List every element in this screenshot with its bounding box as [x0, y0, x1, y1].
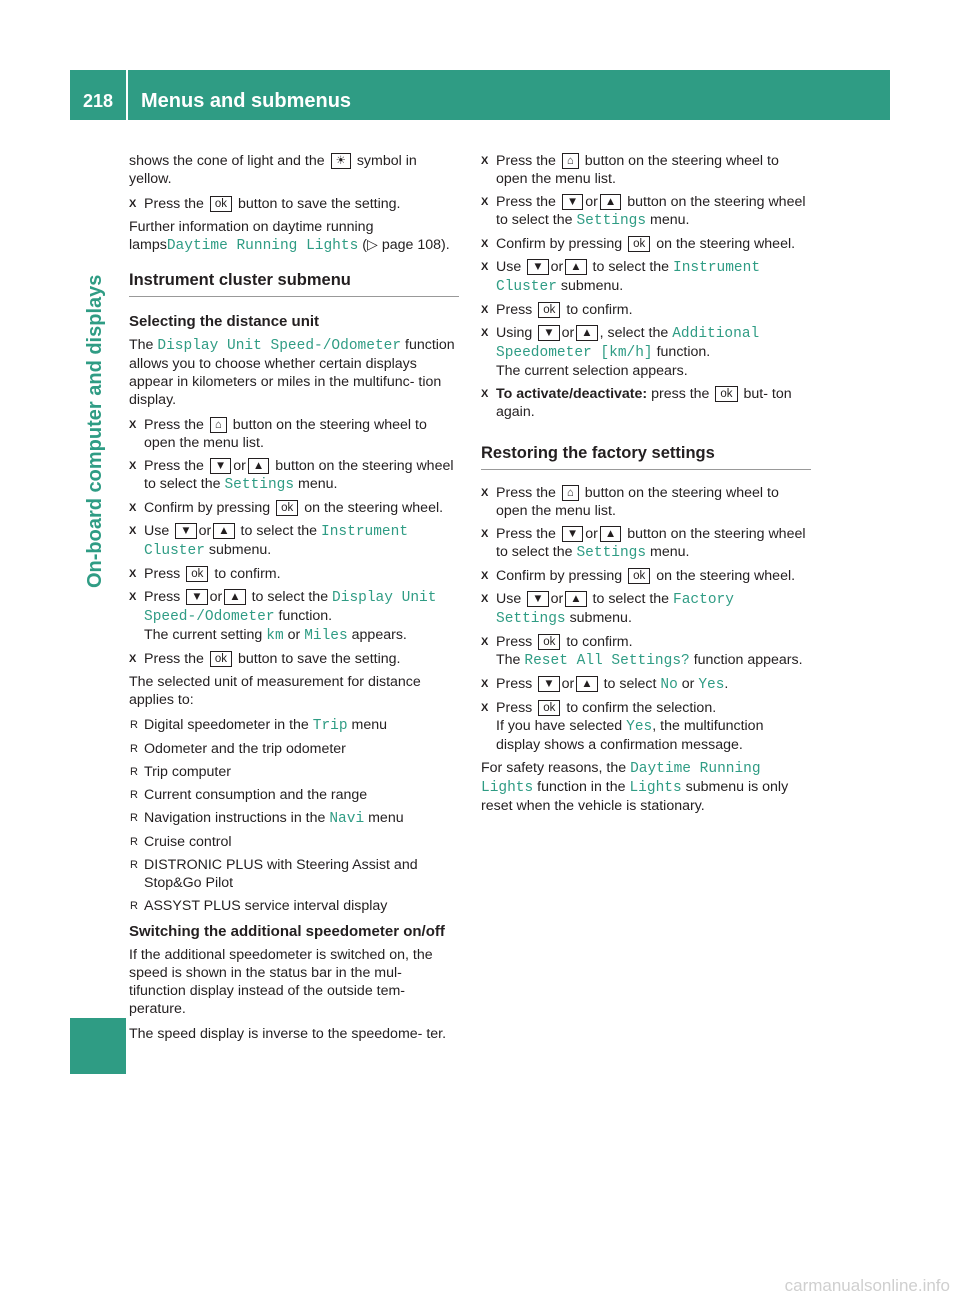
menu-code: Yes: [626, 719, 653, 735]
list-item: [129, 740, 459, 758]
text: function.: [656, 344, 711, 360]
text: The: [496, 652, 521, 668]
menu-code: Navi: [329, 811, 365, 827]
home-icon: ⌂: [210, 417, 227, 433]
watermark: carmanualsonline.info: [784, 1276, 950, 1295]
text: Odometer and the trip odometer: [144, 741, 346, 757]
up-icon: ▲: [576, 325, 597, 341]
ok-button-icon: ok: [538, 700, 560, 716]
menu-code: Instrument Cluster: [144, 524, 409, 559]
text: button on the steering wheel to open the menu list.: [496, 153, 779, 187]
text: shows the cone of light and the: [129, 153, 325, 169]
step: [481, 525, 811, 562]
menu-code: Display Unit Speed-/Odometer: [157, 338, 402, 354]
text: Use: [496, 259, 522, 275]
text: Press the: [144, 196, 204, 212]
arrow-icon: X: [481, 487, 489, 499]
menu-code: Trip: [312, 718, 348, 734]
paragraph: The speed display is inverse to the speedome- ter.: [129, 1026, 447, 1042]
text: or: [561, 676, 575, 692]
menu-code: Miles: [304, 628, 348, 644]
menu-code: Settings: [224, 477, 295, 493]
text: or: [550, 259, 564, 275]
ok-button-icon: ok: [715, 386, 737, 402]
menu-code: Yes: [698, 677, 725, 693]
text: menu.: [650, 212, 690, 228]
text: .: [724, 676, 729, 692]
paragraph: If the additional speedometer is switched on, the speed is shown in the status bar in the mul- tifunction display instead of the outside tem- perature.: [129, 947, 433, 1017]
arrow-icon: X: [129, 525, 137, 537]
text: Further information on daytime running lamps: [129, 219, 374, 253]
right-column: [481, 152, 811, 822]
text: function allows you to choose whether certain displays appear in kilometers or miles in the multifunc- tion display.: [129, 337, 455, 408]
up-icon: ▲: [565, 259, 586, 275]
list-item: [129, 809, 459, 828]
bullet-icon: R: [130, 812, 138, 824]
arrow-icon: X: [481, 678, 489, 690]
menu-code: Additional Speedometer [km/h]: [496, 326, 760, 361]
text: , select the: [599, 325, 669, 341]
step: [481, 633, 811, 670]
text: button to save the setting.: [238, 196, 401, 212]
arrow-icon: X: [129, 419, 137, 431]
text: Press the: [144, 417, 204, 433]
step: [481, 193, 811, 230]
home-icon: ⌂: [562, 485, 579, 501]
list-item: [129, 833, 459, 851]
menu-code: Lights: [629, 780, 682, 796]
step: [481, 567, 811, 585]
up-icon: ▲: [565, 591, 586, 607]
text: to confirm.: [566, 302, 633, 318]
bullet-icon: R: [130, 743, 138, 755]
step: [481, 590, 811, 628]
page-title: Menus and submenus: [141, 90, 352, 112]
down-icon: ▼: [527, 591, 548, 607]
menu-code: Daytime Running Lights: [166, 238, 359, 254]
text: Confirm by pressing: [496, 236, 623, 252]
text: Confirm by pressing: [144, 500, 271, 516]
down-icon: ▼: [538, 325, 559, 341]
text: The current selection appears.: [496, 363, 688, 379]
down-icon: ▼: [562, 194, 583, 210]
ok-button-icon: ok: [628, 568, 650, 584]
arrow-icon: X: [129, 502, 137, 514]
text: on the steering wheel.: [656, 568, 796, 584]
menu-code: No: [660, 677, 678, 693]
paragraph: The selected unit of measurement for distance applies to:: [129, 674, 421, 708]
list-item: [129, 786, 459, 804]
step: [481, 675, 811, 694]
step: [481, 301, 811, 319]
text: to confirm the selection.: [566, 700, 717, 716]
text: or: [561, 325, 575, 341]
text: menu: [368, 810, 404, 826]
section-heading: Restoring the factory settings: [481, 435, 811, 470]
down-icon: ▼: [210, 458, 231, 474]
ok-button-icon: ok: [538, 634, 560, 650]
arrow-icon: X: [481, 593, 489, 605]
text: function.: [278, 608, 333, 624]
daytime-paragraph: [129, 218, 459, 255]
text: function in the: [537, 779, 626, 795]
text: submenu.: [569, 610, 632, 626]
text: or: [209, 589, 223, 605]
ok-button-icon: ok: [186, 566, 208, 582]
step: [481, 484, 811, 520]
text: menu.: [298, 476, 338, 492]
text: The current setting: [144, 627, 263, 643]
menu-code: km: [266, 628, 284, 644]
down-icon: ▼: [562, 526, 583, 542]
paragraph: [481, 759, 811, 815]
text: ASSYST PLUS service interval display: [144, 898, 388, 914]
step: [129, 457, 459, 494]
text: Using: [496, 325, 533, 341]
ok-button-icon: ok: [210, 651, 232, 667]
bullet-icon: R: [130, 766, 138, 778]
arrow-icon: X: [481, 238, 489, 250]
text: Press the: [496, 153, 556, 169]
text: If you have selected: [496, 718, 623, 734]
up-icon: ▲: [600, 194, 621, 210]
step: [481, 258, 811, 296]
text: Press: [496, 676, 533, 692]
text: The: [129, 337, 154, 353]
step: [129, 650, 459, 668]
text: button on the steering wheel to select the: [496, 526, 806, 560]
text: to select the: [592, 591, 670, 607]
text: Current consumption and the range: [144, 787, 368, 803]
paragraph: [129, 336, 459, 409]
light-icon: ☀: [331, 153, 351, 169]
text: to select the: [240, 523, 318, 539]
side-block: [70, 1018, 126, 1074]
down-icon: ▼: [175, 523, 196, 539]
text: Trip computer: [144, 764, 231, 780]
text: or: [681, 676, 695, 692]
subsection-heading: Selecting the distance unit: [129, 313, 320, 330]
step: [481, 235, 811, 253]
list-item: [129, 763, 459, 781]
text: Press the: [496, 485, 556, 501]
text: function appears.: [693, 652, 803, 668]
text: or: [585, 526, 598, 542]
step: [129, 195, 459, 213]
text: to select: [603, 676, 657, 692]
menu-code: Settings: [576, 213, 647, 229]
step: [481, 152, 811, 188]
step: [129, 499, 459, 517]
text: Confirm by pressing: [496, 568, 623, 584]
down-icon: ▼: [527, 259, 548, 275]
text: Use: [496, 591, 522, 607]
menu-code: Settings: [576, 545, 647, 561]
text: button to save the setting.: [238, 651, 401, 667]
list-item: [129, 716, 459, 735]
menu-code: Reset All Settings?: [524, 653, 690, 669]
text: Press the: [144, 651, 204, 667]
text: Press: [144, 589, 181, 605]
text: Press the: [144, 458, 204, 474]
text: to select the: [251, 589, 329, 605]
text: to confirm.: [566, 634, 633, 650]
arrow-icon: X: [129, 198, 137, 210]
arrow-icon: X: [481, 196, 489, 208]
page-number: 218: [82, 91, 114, 111]
text: button on the steering wheel to open the menu list.: [496, 485, 779, 519]
up-icon: ▲: [224, 589, 245, 605]
arrow-icon: X: [481, 388, 489, 400]
text: or: [198, 523, 212, 539]
step: [481, 699, 811, 754]
text: Cruise control: [144, 834, 232, 850]
text: submenu.: [208, 542, 272, 558]
text: Press: [496, 302, 533, 318]
list-item: [129, 856, 459, 892]
step: [129, 416, 459, 452]
bullet-icon: R: [130, 836, 138, 848]
down-icon: ▼: [186, 589, 207, 605]
step: [129, 565, 459, 583]
step: [129, 522, 459, 560]
menu-code: Display Unit Speed-/Odometer: [144, 590, 437, 625]
up-icon: ▲: [576, 676, 597, 692]
text: to select the: [592, 259, 670, 275]
bullet-icon: R: [130, 900, 138, 912]
arrow-icon: X: [481, 702, 489, 714]
text: Press the: [496, 526, 556, 542]
arrow-icon: X: [481, 261, 489, 273]
ok-button-icon: ok: [628, 236, 650, 252]
arrow-icon: X: [481, 570, 489, 582]
text: or: [550, 591, 564, 607]
up-icon: ▲: [248, 458, 269, 474]
text: or: [287, 627, 301, 643]
left-column: [129, 152, 459, 1050]
text: but- ton again.: [496, 386, 792, 420]
arrow-icon: X: [129, 591, 137, 603]
intro-paragraph: [129, 152, 459, 188]
text: For safety reasons, the: [481, 760, 627, 776]
menu-code: Instrument Cluster: [496, 260, 761, 295]
ok-button-icon: ok: [276, 500, 298, 516]
down-icon: ▼: [538, 676, 559, 692]
up-icon: ▲: [213, 523, 234, 539]
text: or: [585, 194, 598, 210]
text: menu.: [650, 544, 690, 560]
text: submenu is only reset when the vehicle is stationary.: [481, 779, 789, 814]
text: Navigation instructions in the: [144, 810, 326, 826]
ok-button-icon: ok: [210, 196, 232, 212]
text: Press the: [496, 194, 556, 210]
text: appears.: [351, 627, 407, 643]
text: Press: [496, 634, 533, 650]
text: button on the steering wheel to select the: [496, 194, 806, 228]
text: to confirm.: [214, 566, 281, 582]
bullet-icon: R: [130, 859, 138, 871]
home-icon: ⌂: [562, 153, 579, 169]
ok-button-icon: ok: [538, 302, 560, 318]
step: [481, 385, 811, 421]
page-ref[interactable]: (▷ page 108).: [362, 237, 450, 253]
text: DISTRONIC PLUS with Steering Assist and Stop&Go Pilot: [144, 857, 418, 891]
subsection-heading: Switching the additional speedometer on/off: [129, 923, 445, 940]
menu-code: Factory Settings: [496, 592, 734, 627]
section-heading: Instrument cluster submenu: [129, 262, 459, 297]
step: [129, 588, 459, 645]
header-divider: [126, 70, 128, 120]
text: symbol in yellow.: [129, 153, 417, 187]
side-title-text: On-board computer and displays: [84, 274, 106, 588]
arrow-icon: X: [481, 155, 489, 167]
step: [481, 324, 811, 380]
text: on the steering wheel.: [656, 236, 796, 252]
text: button on the steering wheel to select the: [144, 458, 454, 492]
arrow-icon: X: [129, 460, 137, 472]
text: Use: [144, 523, 170, 539]
text: submenu.: [560, 278, 624, 294]
arrow-icon: X: [481, 304, 489, 316]
text: button on the steering wheel to open the menu list.: [144, 417, 427, 451]
bullet-icon: R: [130, 789, 138, 801]
list-item: [129, 897, 459, 915]
arrow-icon: X: [129, 653, 137, 665]
arrow-icon: X: [481, 528, 489, 540]
text: press the: [651, 386, 710, 402]
text: or: [233, 458, 246, 474]
text: Press: [496, 700, 533, 716]
text: on the steering wheel.: [304, 500, 444, 516]
text: To activate/deactivate:: [496, 386, 648, 402]
text: , the multifunction display shows a confirmation message.: [496, 718, 764, 753]
text: Press: [144, 566, 181, 582]
arrow-icon: X: [481, 327, 489, 339]
text: menu: [351, 717, 388, 733]
text: Digital speedometer in the: [144, 717, 309, 733]
arrow-icon: X: [481, 636, 489, 648]
bullet-icon: R: [130, 719, 138, 731]
up-icon: ▲: [600, 526, 621, 542]
arrow-icon: X: [129, 568, 137, 580]
menu-code: Daytime Running Lights: [481, 761, 761, 796]
